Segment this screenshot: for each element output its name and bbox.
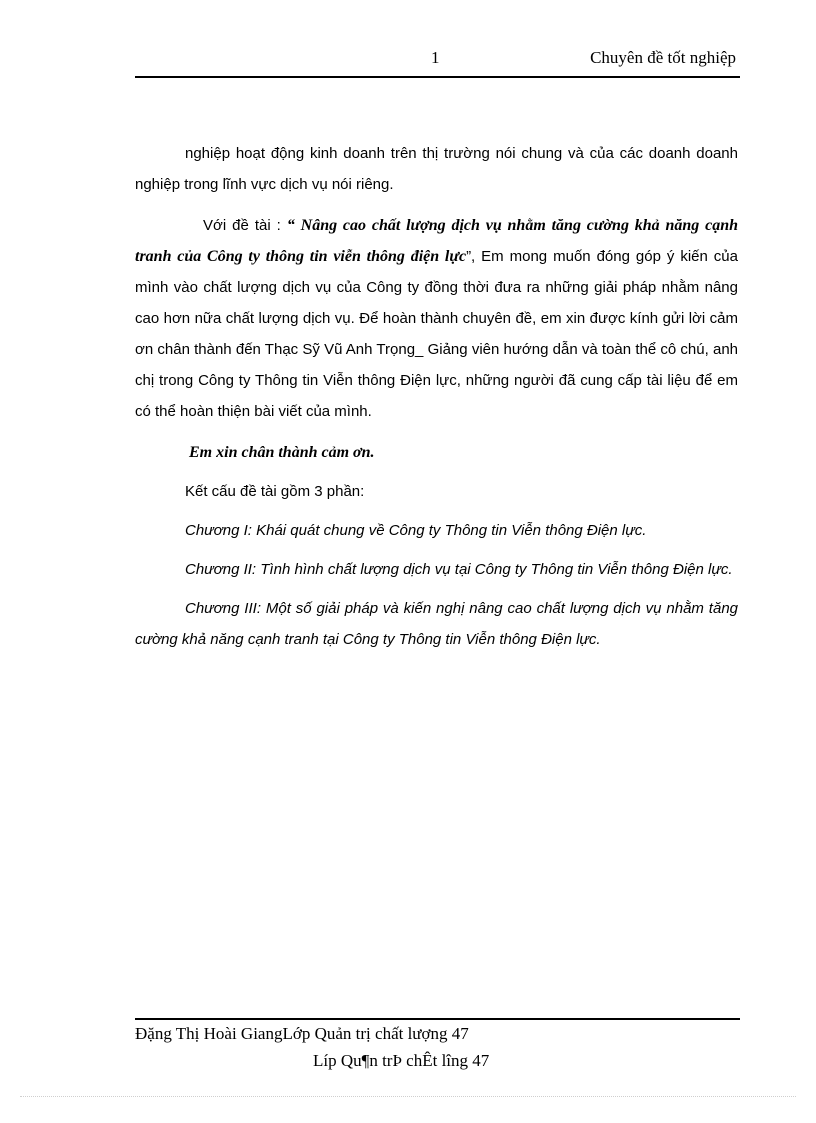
document-body bbox=[135, 138, 738, 655]
paragraph-intro: nghiệp hoạt động kinh doanh trên thị trường nói chung và của các doanh doanh nghiệp trong lĩnh vực dịch vụ nói riêng. bbox=[135, 145, 738, 193]
chapter-2: Chương II: Tình hình chất lượng dịch vụ tại Công ty Thông tin Viễn thông Điện lực. bbox=[185, 561, 733, 578]
topic-description: ”, Em mong muốn đóng góp ý kiến của mình vào chất lượng dịch vụ của Công ty đồng thời đưa ra những giải pháp nhằm nâng cao hơn nữa chất lượng dịch vụ. Để hoàn thành chuyên đề, em xin được kính gửi lời cảm ơn chân thành đến Thạc Sỹ Vũ Anh Trọng_ Giảng viên hướng dẫn và toàn thể cô chú, anh chị trong Công ty Thông tin Viễn thông Điện lực, những người đã cung cấp tài liệu để em có thể hoàn thiện bài viết của mình. bbox=[135, 248, 738, 420]
chapter-3: Chương III: Một số giải pháp và kiến nghị nâng cao chất lượng dịch vụ nhằm tăng cường khả năng cạnh tranh tại Công ty Thông tin Viễn thông Điện lực. bbox=[135, 600, 738, 648]
header-title: Chuyên đề tốt nghiệp bbox=[590, 48, 736, 67]
paragraph-thanks bbox=[135, 437, 738, 468]
page-bottom-divider bbox=[20, 1096, 796, 1097]
thanks-text: Em xin chân thành cảm ơn. bbox=[189, 444, 375, 461]
page-number: 1 bbox=[431, 48, 440, 67]
page-header bbox=[135, 48, 740, 78]
paragraph-structure: Kết cấu đề tài gồm 3 phần: bbox=[185, 483, 365, 500]
page-footer bbox=[135, 1018, 740, 1070]
topic-prefix: Với đề tài : bbox=[203, 217, 287, 234]
topic-title: “ Nâng cao chất lượng dịch vụ nhằm tăng cường khả năng cạnh tranh của Công ty thông tin viễn thông điện lực bbox=[135, 217, 738, 265]
footer-author-class: Đặng Thị Hoài GiangLớp Quản trị chất lượng 47 bbox=[135, 1024, 469, 1043]
footer-garbled-class: Líp Qu¶n trÞ chÊt lîng 47 bbox=[313, 1051, 490, 1070]
paragraph-topic bbox=[135, 210, 738, 427]
chapter-1: Chương I: Khái quát chung về Công ty Thông tin Viễn thông Điện lực. bbox=[185, 522, 647, 539]
